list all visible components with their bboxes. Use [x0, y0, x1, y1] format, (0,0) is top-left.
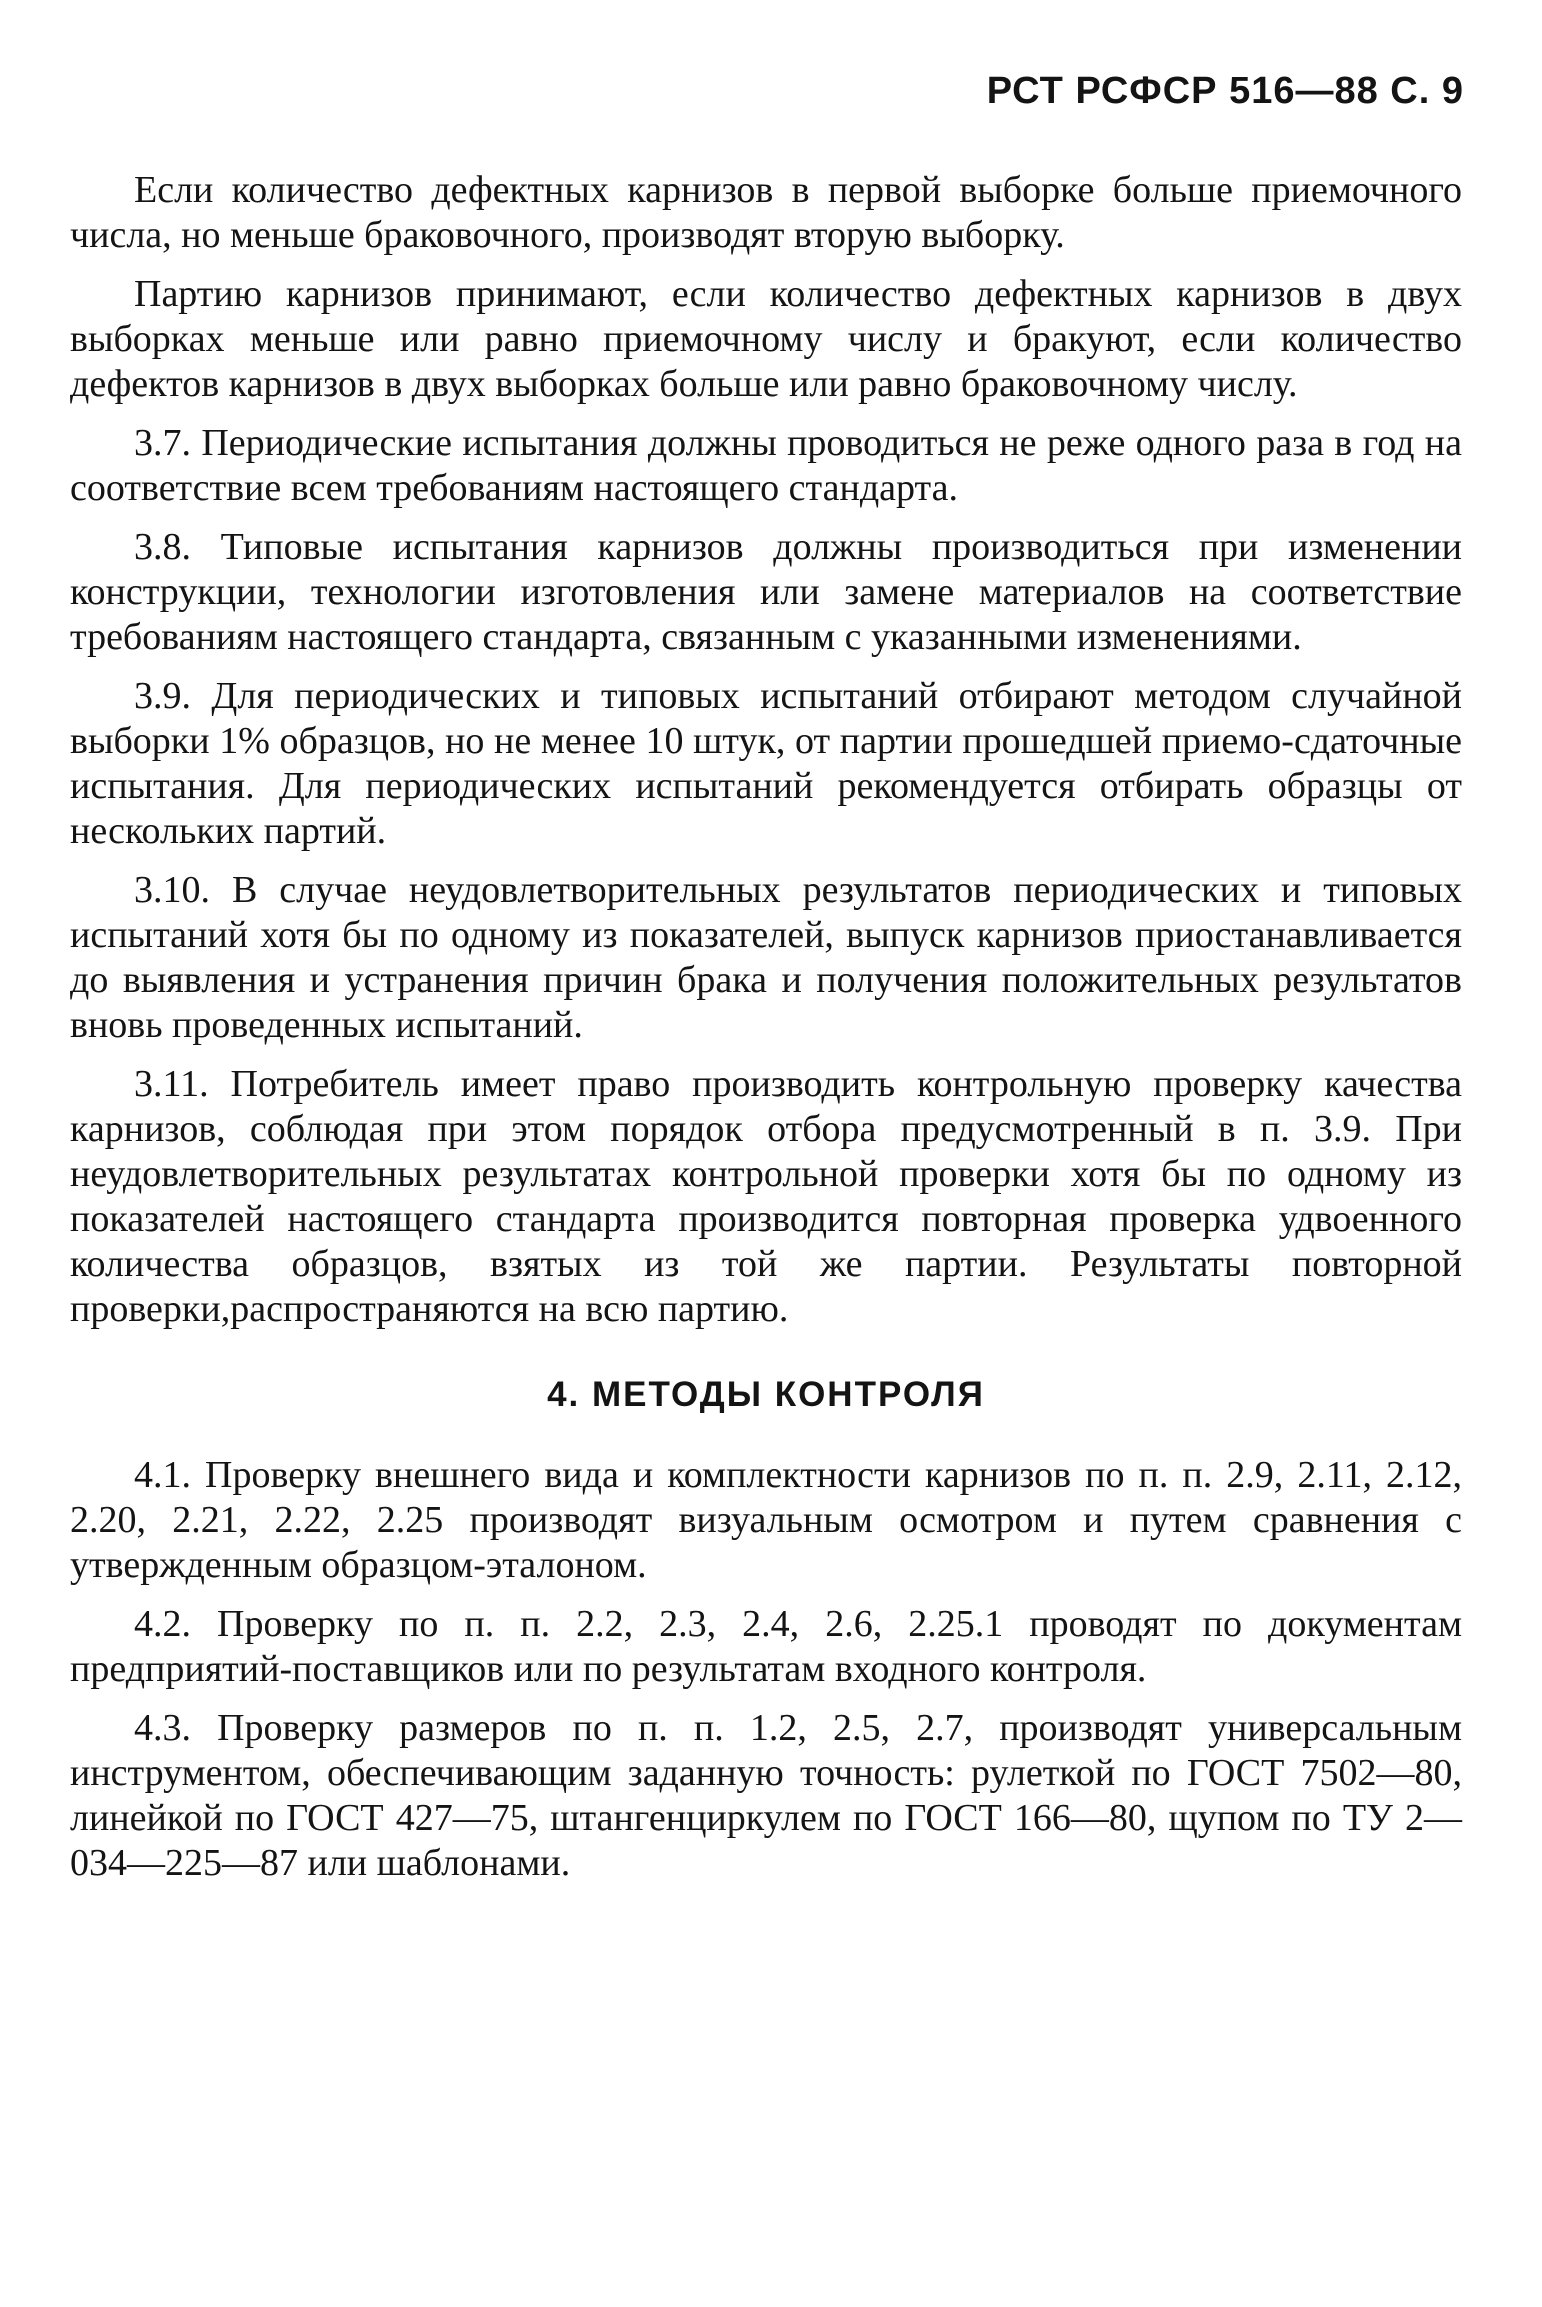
- paragraph-second-sample: Если количество дефектных карнизов в первой выборке больше приемочного числа, но меньше браковочного, производят вторую выборку.: [70, 169, 1462, 256]
- page-header: РСТ РСФСР 516—88 С. 9: [986, 70, 1464, 112]
- section-title: 4. МЕТОДЫ КОНТРОЛЯ: [547, 1375, 985, 1414]
- paragraph-3-10: 3.10. В случае неудовлетворительных результатов периодических и типовых испытаний хотя бы по одному из показателей, выпуск карнизов приостанавливается до выявления и устранения причин брака и получения положительных результатов вновь проведенных испытаний.: [70, 869, 1462, 1046]
- paragraph-4-3: 4.3. Проверку размеров по п. п. 1.2, 2.5, 2.7, производят универсальным инструментом, обеспечивающим заданную точность: рулеткой по ГОСТ 7502—80, линейкой по ГОСТ 427—75, штангенциркулем по ГОСТ 166—80, щупом по ТУ 2—034—225—87 или шаблонами.: [70, 1707, 1462, 1884]
- paragraph-3-7: 3.7. Периодические испытания должны проводиться не реже одного раза в год на соответствие всем требованиям настоящего стандарта.: [70, 422, 1462, 509]
- paragraph-3-8: 3.8. Типовые испытания карнизов должны производиться при изменении конструкции, технологии изготовления или замене материалов на соответствие требованиям настоящего стандарта, связанным с указанными изменениями.: [70, 526, 1462, 658]
- paragraph-4-2: 4.2. Проверку по п. п. 2.2, 2.3, 2.4, 2.6, 2.25.1 проводят по документам предприятий-поставщиков или по результатам входного контроля.: [70, 1603, 1462, 1690]
- paragraph-3-9: 3.9. Для периодических и типовых испытаний отбирают методом случайной выборки 1% образцов, но не менее 10 штук, от партии прошедшей приемо-сдаточные испытания. Для периодических испытаний рекомендуется отбирать образцы от нескольких партий.: [70, 675, 1462, 852]
- document-body: [70, 168, 1462, 1900]
- paragraph-3-11: 3.11. Потребитель имеет право производить контрольную проверку качества карнизов, соблюдая при этом порядок отбора предусмотренный в п. 3.9. При неудовлетворительных результатах контрольной проверки хотя бы по одному из показателей настоящего стандарта производится повторная проверка удвоенного количества образцов, взятых из той же партии. Результаты повторной проверки,распространяются на всю партию.: [70, 1063, 1462, 1330]
- paragraph-4-1: 4.1. Проверку внешнего вида и комплектности карнизов по п. п. 2.9, 2.11, 2.12, 2.20, 2.21, 2.22, 2.25 производят визуальным осмотром и путем сравнения с утвержденным образцом-эталоном.: [70, 1454, 1462, 1586]
- paragraph-acceptance-rule: Партию карнизов принимают, если количество дефектных карнизов в двух выборках меньше или равно приемочному числу и бракуют, если количество дефектов карнизов в двух выборках больше или равно браковочному числу.: [70, 273, 1462, 405]
